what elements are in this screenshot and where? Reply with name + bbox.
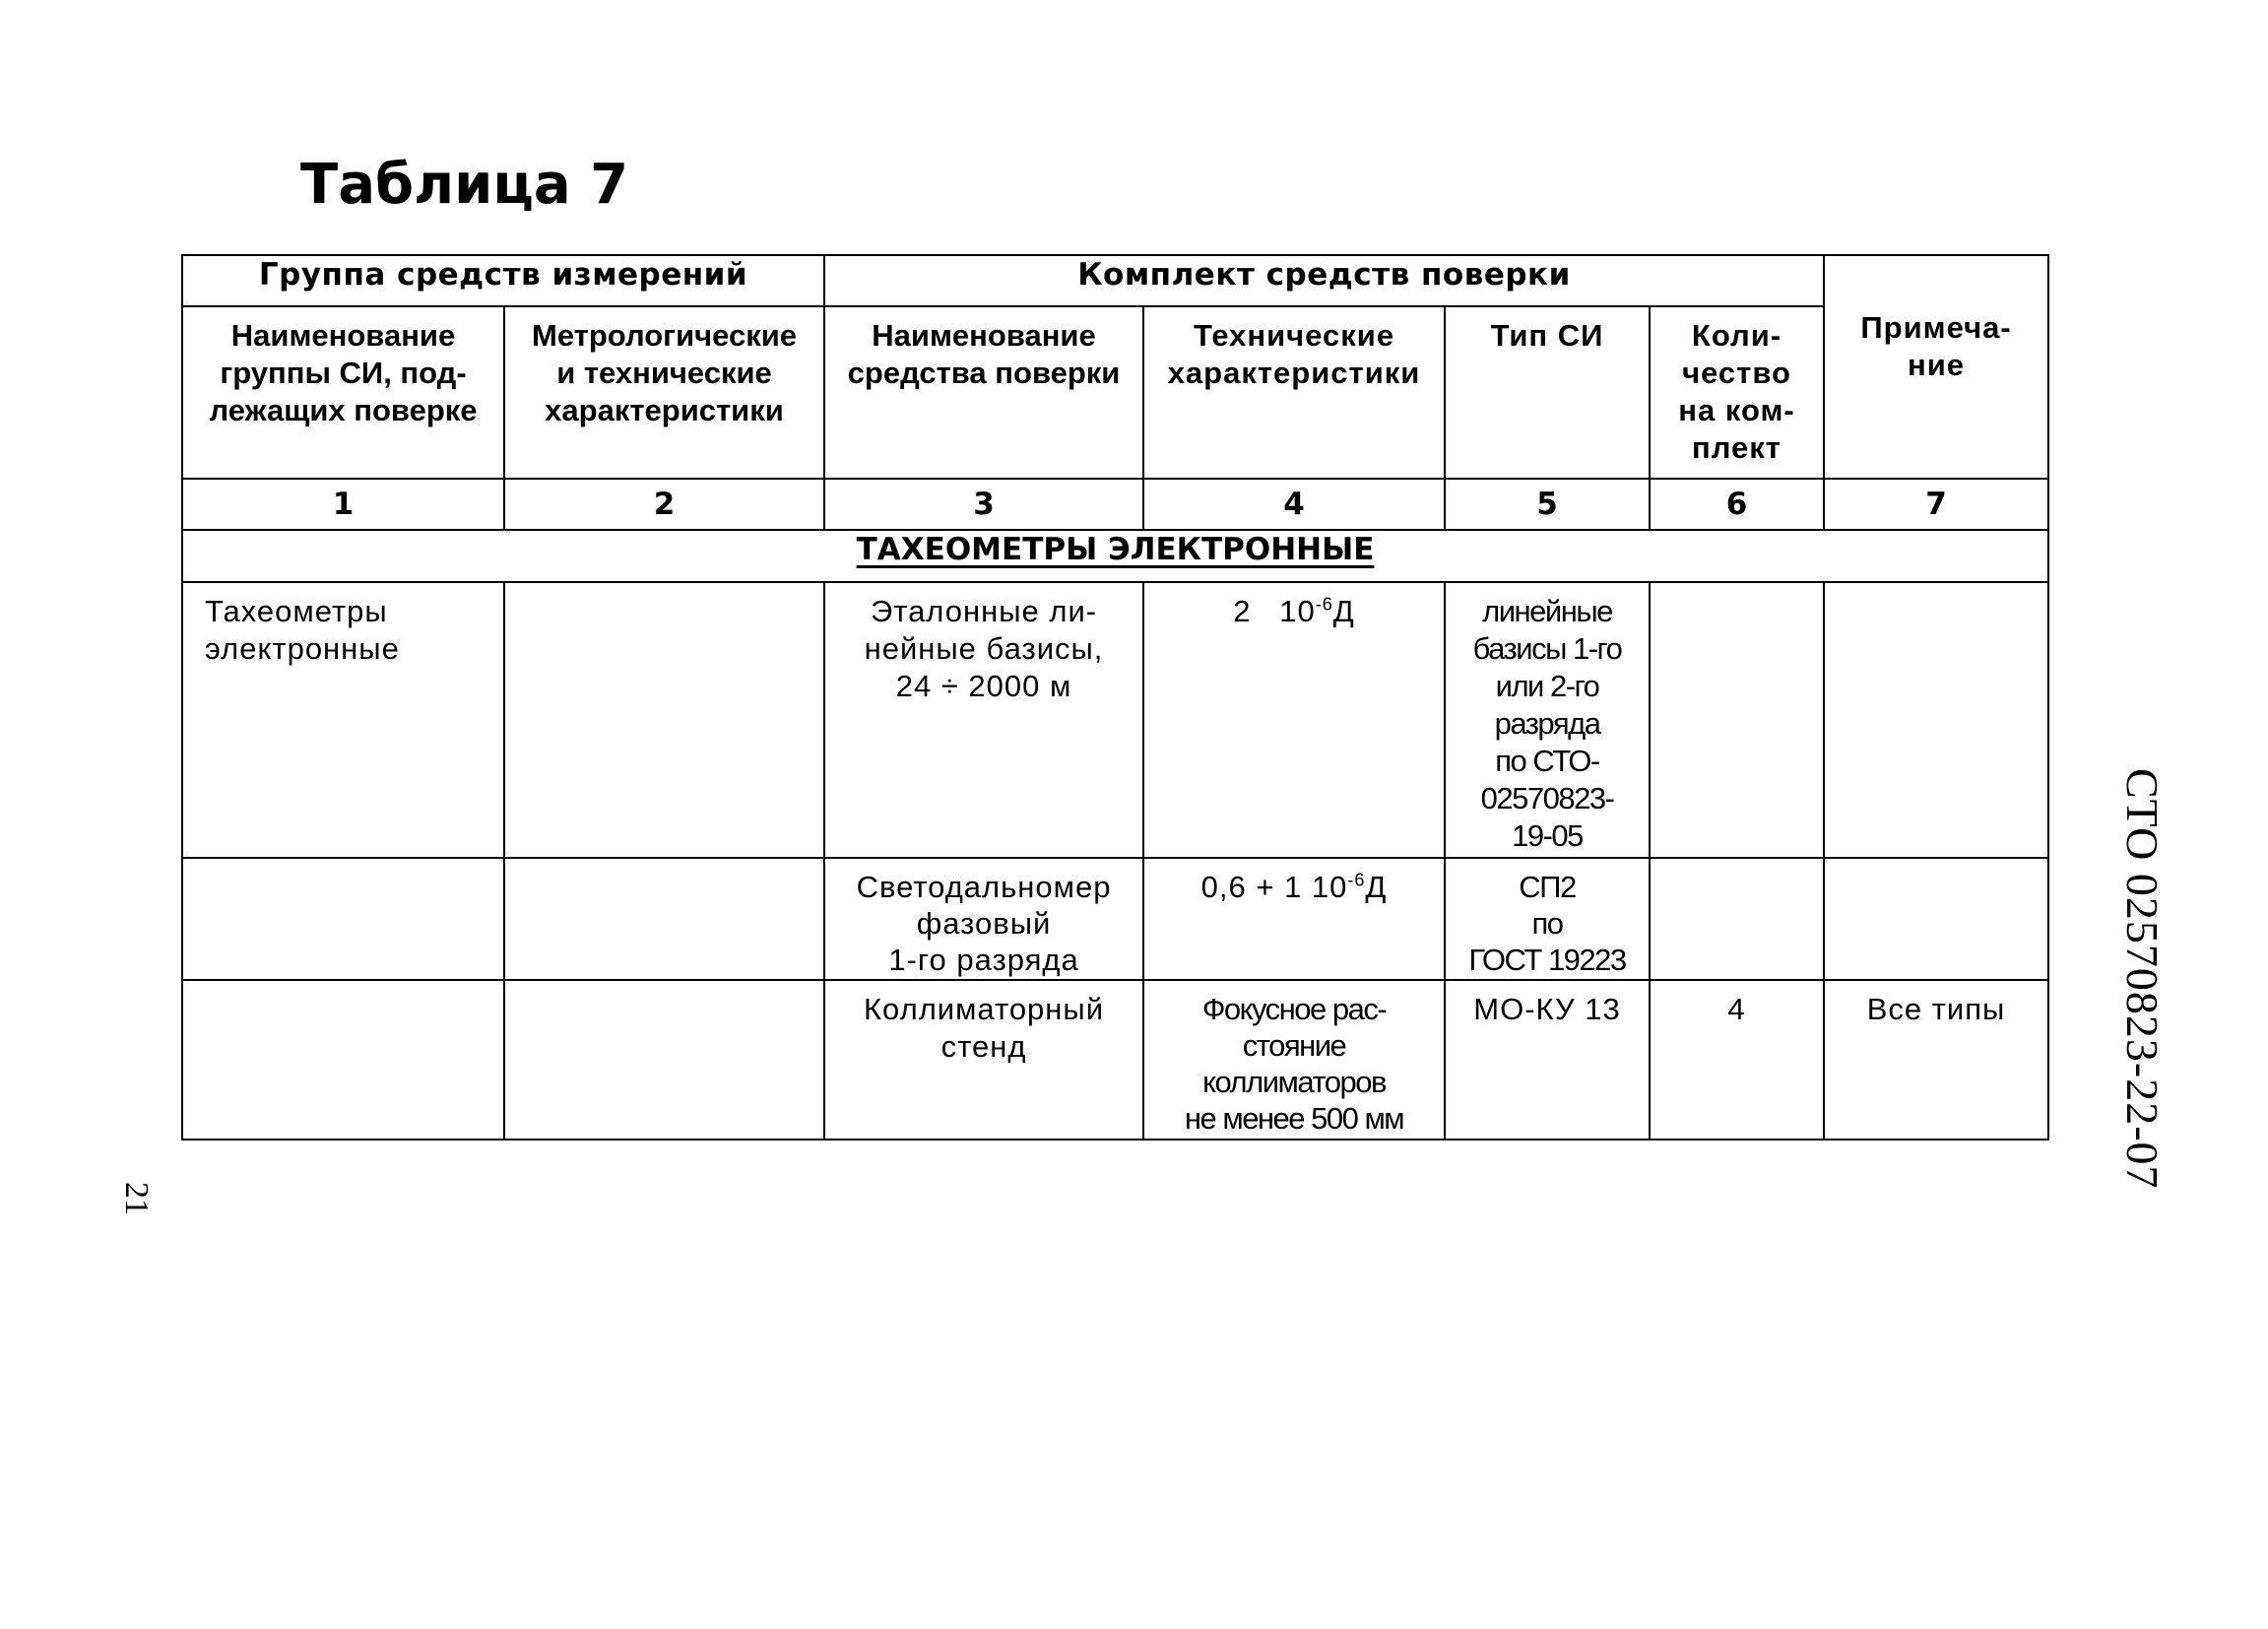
cell-line: Тахеометры: [205, 594, 388, 628]
metrology-cell: [504, 858, 824, 980]
header-col-1: [182, 306, 504, 479]
group-name-cell: [182, 582, 504, 858]
header-col-5: [1445, 306, 1650, 479]
header-line: и технические: [556, 356, 772, 390]
header-col-2: [504, 306, 824, 479]
document-code: СТО 02570823-22-07: [2117, 768, 2168, 1190]
metrology-cell: [504, 980, 824, 1140]
page-number: 21: [118, 1182, 155, 1215]
cell-line: Фокусное рас-: [1201, 992, 1387, 1026]
header-line: Наименование: [872, 318, 1096, 353]
cell-line: Эталонные ли-: [870, 594, 1098, 628]
header-line: характеристики: [545, 393, 784, 427]
tech-value: 2 10: [1233, 594, 1316, 628]
type-cell: [1445, 858, 1650, 980]
note-cell: [1824, 582, 2048, 858]
header-line: характеристики: [1167, 356, 1421, 390]
cell-line: по СТО-: [1495, 744, 1599, 778]
note-cell: Все типы: [1824, 980, 2048, 1140]
header-col-4: [1143, 306, 1445, 479]
metrology-cell: [504, 582, 824, 858]
verification-table: [181, 254, 2049, 1140]
note-cell: [1824, 858, 2048, 980]
group-name-cell: [182, 980, 504, 1140]
tech-exponent: -6: [1347, 870, 1366, 890]
tech-unit: Д: [1365, 870, 1388, 904]
column-number-row: [182, 479, 2048, 530]
cell-line: Коллиматорный: [863, 992, 1105, 1026]
header-note-line: Примеча-: [1860, 310, 2012, 345]
header-line: средства поверки: [847, 356, 1121, 390]
table-row: [182, 858, 2048, 980]
type-cell: [1445, 980, 1650, 1140]
section-title: ТАХЕОМЕТРЫ ЭЛЕКТРОННЫЕ: [182, 530, 2048, 582]
header-col-3: [824, 306, 1143, 479]
header-note-line: ние: [1908, 348, 1966, 382]
column-number: 6: [1650, 479, 1824, 530]
qty-cell: [1650, 582, 1824, 858]
cell-line: не менее 500 мм: [1184, 1101, 1404, 1136]
cell-line: линейные: [1482, 594, 1612, 628]
tool-name-cell: [824, 980, 1143, 1140]
type-cell: [1445, 582, 1650, 858]
section-row: [182, 530, 2048, 582]
header-line: на ком-: [1678, 393, 1795, 427]
tech-unit: Д: [1332, 594, 1355, 628]
header-line: Тип СИ: [1490, 318, 1604, 353]
tool-name-cell: [824, 582, 1143, 858]
tech-cell: [1143, 980, 1445, 1140]
column-number: 5: [1445, 479, 1650, 530]
column-number: 3: [824, 479, 1143, 530]
header-line: Наименование: [230, 318, 456, 353]
column-number: 1: [182, 479, 504, 530]
tech-value: 0,6 + 1 10: [1200, 870, 1348, 904]
qty-cell: [1650, 858, 1824, 980]
cell-line: коллиматоров: [1202, 1065, 1386, 1099]
qty-cell: 4: [1650, 980, 1824, 1140]
table-row: [182, 582, 2048, 858]
tool-name-cell: [824, 858, 1143, 980]
cell-line: или 2-го: [1495, 669, 1599, 703]
header-line: группы СИ, под-: [220, 356, 467, 390]
header-line: Технические: [1193, 318, 1395, 353]
cell-line: ГОСТ 19223: [1468, 943, 1626, 977]
header-col-6: [1650, 306, 1824, 479]
cell-line: базисы 1-го: [1472, 631, 1622, 666]
table-row: [182, 980, 2048, 1140]
group-header-row: [182, 255, 2048, 306]
cell-line: стенд: [940, 1029, 1027, 1064]
cell-line: разряда: [1494, 706, 1600, 741]
cell-line: 24 ÷ 2000 м: [895, 669, 1072, 703]
header-line: чество: [1682, 356, 1791, 390]
cell-line: фазовый: [916, 906, 1052, 941]
group-name-cell: [182, 858, 504, 980]
cell-line: Светодальномер: [856, 870, 1112, 904]
header-line: Коли-: [1691, 318, 1782, 353]
header-kit: Комплект средств поверки: [824, 255, 1824, 306]
cell-line: МО-КУ 13: [1473, 992, 1621, 1026]
tech-exponent: -6: [1315, 594, 1333, 615]
cell-line: по: [1531, 906, 1563, 941]
column-number: 7: [1824, 479, 2048, 530]
header-group-si: Группа средств измерений: [182, 255, 824, 306]
cell-line: СП2: [1519, 870, 1576, 904]
column-number: 4: [1143, 479, 1445, 530]
cell-line: нейные базисы,: [864, 631, 1104, 666]
tech-cell: [1143, 582, 1445, 858]
column-header-row: [182, 306, 2048, 479]
header-line: лежащих поверке: [209, 393, 478, 427]
cell-line: 02570823-: [1480, 781, 1614, 815]
header-note: [1824, 255, 2048, 479]
header-line: плект: [1692, 430, 1782, 465]
cell-line: 19-05: [1512, 818, 1583, 853]
cell-line: электронные: [205, 631, 400, 666]
table-title: Таблица 7: [300, 153, 629, 217]
header-line: Метрологические: [532, 318, 798, 353]
tech-cell: [1143, 858, 1445, 980]
cell-line: стояние: [1242, 1028, 1346, 1063]
column-number: 2: [504, 479, 824, 530]
cell-line: 1-го разряда: [888, 943, 1079, 977]
